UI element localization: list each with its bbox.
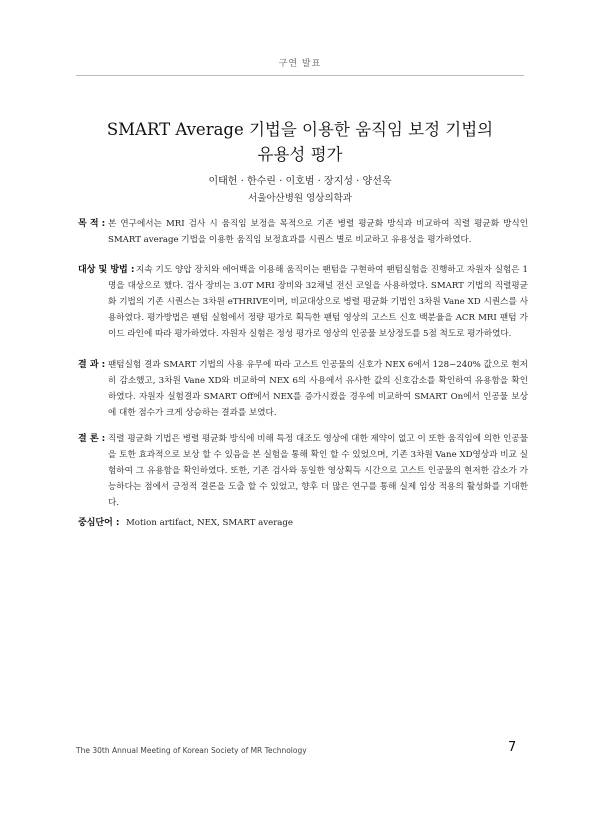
section-purpose [78, 216, 528, 248]
section-label: 대상 및 방법 : [78, 265, 135, 275]
header-divider [76, 75, 524, 76]
section-label: 결 론 : [78, 434, 106, 444]
section-body: 팬텀실험 결과 SMART 기법의 사용 유무에 따라 고스트 인공물의 신호가 NEX 6에서 128~240% 값으로 현저히 감소했고, 3차원 Vane XD와 비교하여 NEX 6의 사용에서 유사한 값의 신호감소를 확인하여 유용함을 확인하였다. 자원자 실험결과 SMART Off에서 NEX를 증가시켰을 경우에 비교하여 SMART On에서 인공물 보상에 대한 점수가 크게 상승하는 결과를 보였다. [108, 360, 528, 418]
header-section-label: 구연 발표 [278, 59, 322, 69]
author-list: 이태헌 · 한수린 · 이호범 · 장지성 · 양선욱 [208, 176, 392, 187]
section-body-text: 지속 기도 양압 장치와 에어백을 이용해 움직이는 팬텀을 구현하여 팬텀실험을 진행하고 자원자 실험은 1명을 대상으로 했다. 검사 장비는 3.0T MRI 장비와 32채널 전신 코일을 사용하였다. SMART 기법의 직렬평균화 기법의 기존 시퀀스는 3차원 eTHRIVE이며, 비교대상으로 병렬 평균화 기법인 3차원 Vane XD 시퀀스를 사용하였다. 평가방법은 팬텀 실험에서 정량 평가로 획득한 팬텀 영상의 고스트 신호 백분율을 ACR MRI 팬텀 가이드 라인에 따라 평가하였다. 자원자 실험은 정성 평가로 영상의 인공물 보상정도를 5점 척도로 평가하였다. [108, 265, 528, 339]
section-conclusion [78, 431, 528, 511]
section-body: 본 연구에서는 MRI 검사 시 움직임 보정을 목적으로 기존 병렬 평균화 방식과 비교하여 직렬 평균화 방식인 SMART average 기법을 이용한 움직임 보정효과를 시퀀스 별로 비교하고 유용성을 평가하였다. [108, 219, 528, 245]
page-number: 7 [508, 740, 517, 755]
footer-conference: The 30th Annual Meeting of Korean Society of MR Technology [76, 746, 307, 755]
section-body: 직렬 평균화 기법은 병렬 평균화 방식에 비해 특정 대조도 영상에 대한 제약이 없고 이 또한 움직임에 의한 인공물을 토한 효과적으로 보상 할 수 있음을 본 실험을 통해 확인 할 수 있었으며, 기존 3차원 Vane XD영상과 비교 실험하여 그 유용함을 확인하였다. 또한, 기존 검사와 동일한 영상획득 시간으로 고스트 인공물의 현저한 감소가 가능하다는 점에서 긍정적 결론을 도출 할 수 있었고, 향후 더 많은 연구를 통해 실제 임상 적용의 활성화를 기대한다. [108, 434, 529, 508]
paper-title [0, 117, 600, 167]
section-body [108, 262, 528, 342]
section-label: 결 과 : [78, 360, 106, 370]
section-label: 중심단어 : [78, 518, 120, 528]
section-label: 목 적 : [78, 219, 106, 229]
section-results [78, 357, 528, 421]
paper-title-line-2: 유용성 평가 [257, 145, 343, 164]
section-keywords [78, 515, 528, 531]
section-body: Motion artifact, NEX, SMART average [126, 518, 294, 528]
paper-title-line-1: SMART Average 기법을 이용한 움직임 보정 기법의 [106, 120, 494, 139]
section-methods [78, 262, 528, 342]
affiliation: 서울아산병원 영상의학과 [248, 193, 352, 204]
